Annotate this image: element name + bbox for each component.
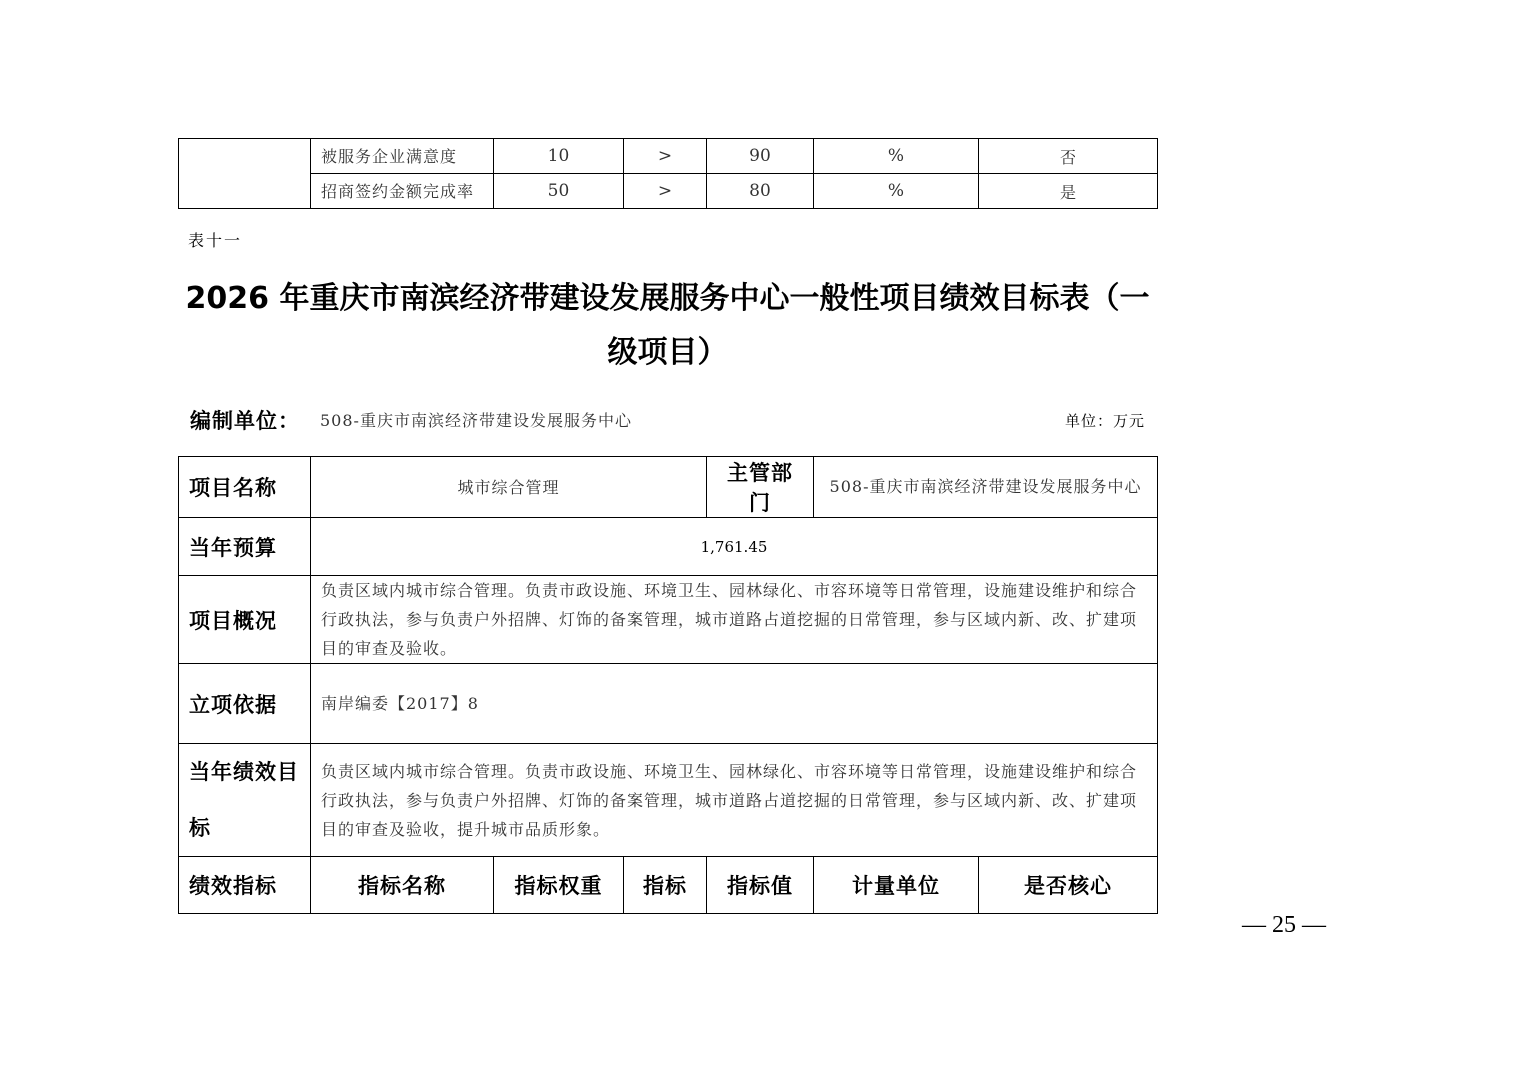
unit-text: 单位：万元: [1064, 412, 1145, 430]
basis-value: 南岸编委【2017】8: [311, 664, 1158, 744]
header-op: 指标: [624, 857, 707, 914]
table-label: 表十一: [188, 231, 243, 250]
goal-label: 当年绩效目标: [179, 744, 311, 857]
indicator-operator: >: [624, 174, 707, 209]
header-value: 指标值: [707, 857, 814, 914]
overview-label: 项目概况: [179, 576, 311, 664]
basis-label: 立项依据: [179, 664, 311, 744]
budget-label: 当年预算: [179, 518, 311, 576]
indicator-weight: 50: [494, 174, 624, 209]
table-row: [179, 174, 1158, 209]
performance-table: [178, 456, 1158, 914]
indicator-value: 90: [707, 139, 814, 174]
header-core: 是否核心: [979, 857, 1158, 914]
indicator-unit: %: [814, 139, 979, 174]
dept-value: 508-重庆市南滨经济带建设发展服务中心: [814, 457, 1158, 518]
table-row: [179, 664, 1158, 744]
budget-value: 1,761.45: [311, 518, 1158, 576]
header-unit: 计量单位: [814, 857, 979, 914]
table-row: [179, 139, 1158, 174]
org-value: 508-重庆市南滨经济带建设发展服务中心: [320, 411, 632, 430]
indicator-name: 招商签约金额完成率: [311, 174, 494, 209]
org-label: 编制单位：: [190, 409, 300, 433]
indicator-operator: >: [624, 139, 707, 174]
header-perf: 绩效指标: [179, 857, 311, 914]
table-row: [179, 457, 1158, 518]
indicator-value: 80: [707, 174, 814, 209]
indicator-weight: 10: [494, 139, 624, 174]
empty-cell: [179, 139, 311, 209]
table-row: [179, 576, 1158, 664]
header-weight: 指标权重: [494, 857, 624, 914]
page-number: — 25 —: [1242, 912, 1326, 938]
table-row: [179, 744, 1158, 857]
page-title: 2026 年重庆市南滨经济带建设发展服务中心一般性项目绩效目标表（一级项目）: [185, 281, 1150, 370]
header-name: 指标名称: [311, 857, 494, 914]
dept-label: 主管部门: [707, 457, 814, 518]
indicator-unit: %: [814, 174, 979, 209]
indicator-core: 否: [979, 139, 1158, 174]
overview-value: 负责区域内城市综合管理。负责市政设施、环境卫生、园林绿化、市容环境等日常管理，设施建设维护和综合行政执法，参与负责户外招牌、灯饰的备案管理，城市道路占道挖掘的日常管理，参与区域内新、改、扩建项目的审查及验收。: [311, 576, 1158, 664]
indicator-core: 是: [979, 174, 1158, 209]
top-indicator-table: [178, 138, 1158, 209]
project-name-value: 城市综合管理: [311, 457, 707, 518]
table-row: [179, 518, 1158, 576]
project-name-label: 项目名称: [179, 457, 311, 518]
goal-value: 负责区域内城市综合管理。负责市政设施、环境卫生、园林绿化、市容环境等日常管理，设施建设维护和综合行政执法，参与负责户外招牌、灯饰的备案管理，城市道路占道挖掘的日常管理，参与区域内新、改、扩建项目的审查及验收，提升城市品质形象。: [311, 744, 1158, 857]
indicator-name: 被服务企业满意度: [311, 139, 494, 174]
table-row: [179, 857, 1158, 914]
